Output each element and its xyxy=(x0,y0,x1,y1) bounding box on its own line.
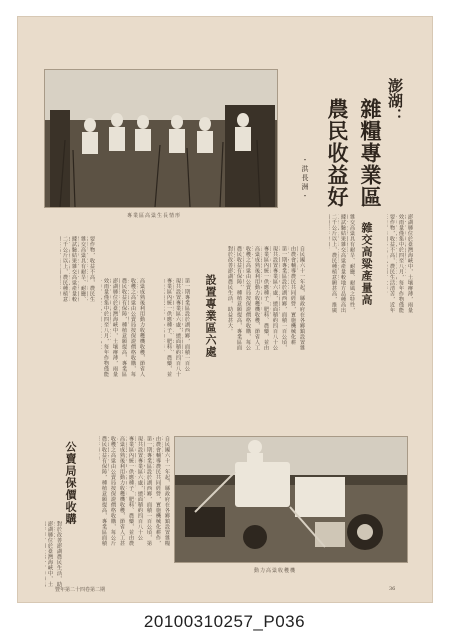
body-column: 由農會輔導農民共同經營，實施機械化耕作， xyxy=(155,436,161,546)
body-column: 要作物，收益不高，農民生活清苦，近年 xyxy=(389,214,395,313)
page-number: 36 xyxy=(389,586,396,592)
archive-id-label: 20100310257_P036 xyxy=(143,612,306,631)
body-column: 第一期專業區設於湖西鄉，面積一百公頃， xyxy=(281,246,287,351)
body-column: 高粱成熟後利用動力收穫機收穫，節省人工 xyxy=(254,246,260,351)
body-column: 對於改善澎湖農民生活，助益甚大。 xyxy=(227,246,233,334)
body-column: 據試驗結果雜交高粱產量較 xyxy=(71,236,77,302)
section-title-monopoly-purchase: 公賣局保價收購 xyxy=(64,441,77,525)
body-column: 高粱成熟後利用動力收穫機收穫，節省人 xyxy=(139,278,145,377)
body-column: 要作物，收益不高，農民生 xyxy=(89,236,95,302)
body-column: 農民收益有保障，種植意願提高，專業區面 xyxy=(236,246,242,351)
body-column: 第一期專業區設於湖西鄉，面積一百公 xyxy=(184,278,190,372)
body-column: 自民國六十一年起，縣政府在各鄉鎮設置雜糧 xyxy=(164,436,170,546)
body-column: 澎湖縣位於臺灣海峽中，土壤瘠薄，雨量 xyxy=(112,278,118,377)
sorghum-field-photo xyxy=(44,69,278,208)
body-column: 雜交高粱具有耐旱、耐鹽、 xyxy=(80,236,86,302)
body-column: 高粱成熟後利用動力收穫機收穫，節省人工甚 xyxy=(119,436,125,546)
body-column: 農民收益有保障，種植意願提高，專業區面積 xyxy=(101,436,107,546)
body-column: 二千公斤以上，農民種植意 xyxy=(62,236,68,302)
body-column: 農民收益有保障，種植意願提高，專業區 xyxy=(121,278,127,377)
magazine-page xyxy=(17,16,433,603)
author-byline: ・洪長洲・ xyxy=(301,156,309,201)
headline-line2: 農民收益好 xyxy=(325,98,350,208)
body-column: 澎湖縣位於臺灣海峽中，土壤瘠薄，雨量 xyxy=(407,214,413,313)
body-column: 由農會輔導農民共同經營，實施機械化耕 xyxy=(290,246,296,345)
issue-label: 豐年第二十四卷第二期 xyxy=(55,587,106,593)
section-title-zones: 設置專業區六處 xyxy=(204,274,217,358)
body-column: 效雨量僅集中於四至八月，每年作物僅能 xyxy=(398,214,404,313)
headline-line1: 雜糧專業區 xyxy=(358,98,383,208)
body-column: 據試驗結果雜交高粱產量較地方品種高出 xyxy=(340,214,346,313)
top-photo-caption: 專業區高粱生長情形 xyxy=(127,213,182,219)
body-column: 收穫之高粱由公賣局按保證價格收購，每公斤 xyxy=(110,436,116,546)
body-column: 現共設置專業區六處，總面積約四百八十公 xyxy=(272,246,278,351)
body-column: 雜交高粱具有耐旱、耐鹽、耐風之特性， xyxy=(349,214,355,313)
body-column: 自民國六十一年起，縣政府在各鄉鎮設置雜 xyxy=(299,246,305,351)
body-column: 澎湖縣位於臺灣海峽中，土 xyxy=(47,521,53,587)
body-column: 專業區內統一供應種子、肥料、農藥，並由 xyxy=(263,246,269,351)
body-column: 現共設置專業區六處，總面積約四百八十 xyxy=(175,278,181,377)
body-column: 專業區內統一供應種子、肥料、農藥，並 xyxy=(166,278,172,377)
section-title-sorghum-yield: 雜交高粱產量高 xyxy=(360,222,373,306)
body-column: 收穫之高粱由公賣局按保證價格收購，每 xyxy=(130,278,136,377)
body-column: 收穫之高粱由公賣局按保證價格收購，每公 xyxy=(245,246,251,351)
body-column: 二千公斤以上，農民種植意願甚高，推廣 xyxy=(331,214,337,313)
harvester-photo-art xyxy=(175,437,407,562)
body-column: 對於改善澎湖農民生活，助 xyxy=(56,521,62,587)
body-column: 專業區內統一供應種子、肥料、農藥，並由農 xyxy=(128,436,134,546)
body-column: 效雨量僅集中於四至八月，每年作物僅能 xyxy=(103,278,109,377)
body-column: 第一期專業區設於湖西鄉，面積一百公頃，第 xyxy=(146,436,152,546)
bottom-photo-caption: 動力高粱收穫機 xyxy=(254,568,297,574)
body-column: 現共設置專業區六處，總面積約四百八十公 xyxy=(137,436,143,541)
sorghum-field-photo-art xyxy=(45,70,277,207)
headline-place: 澎湖： xyxy=(386,78,404,123)
harvester-photo xyxy=(174,436,408,563)
